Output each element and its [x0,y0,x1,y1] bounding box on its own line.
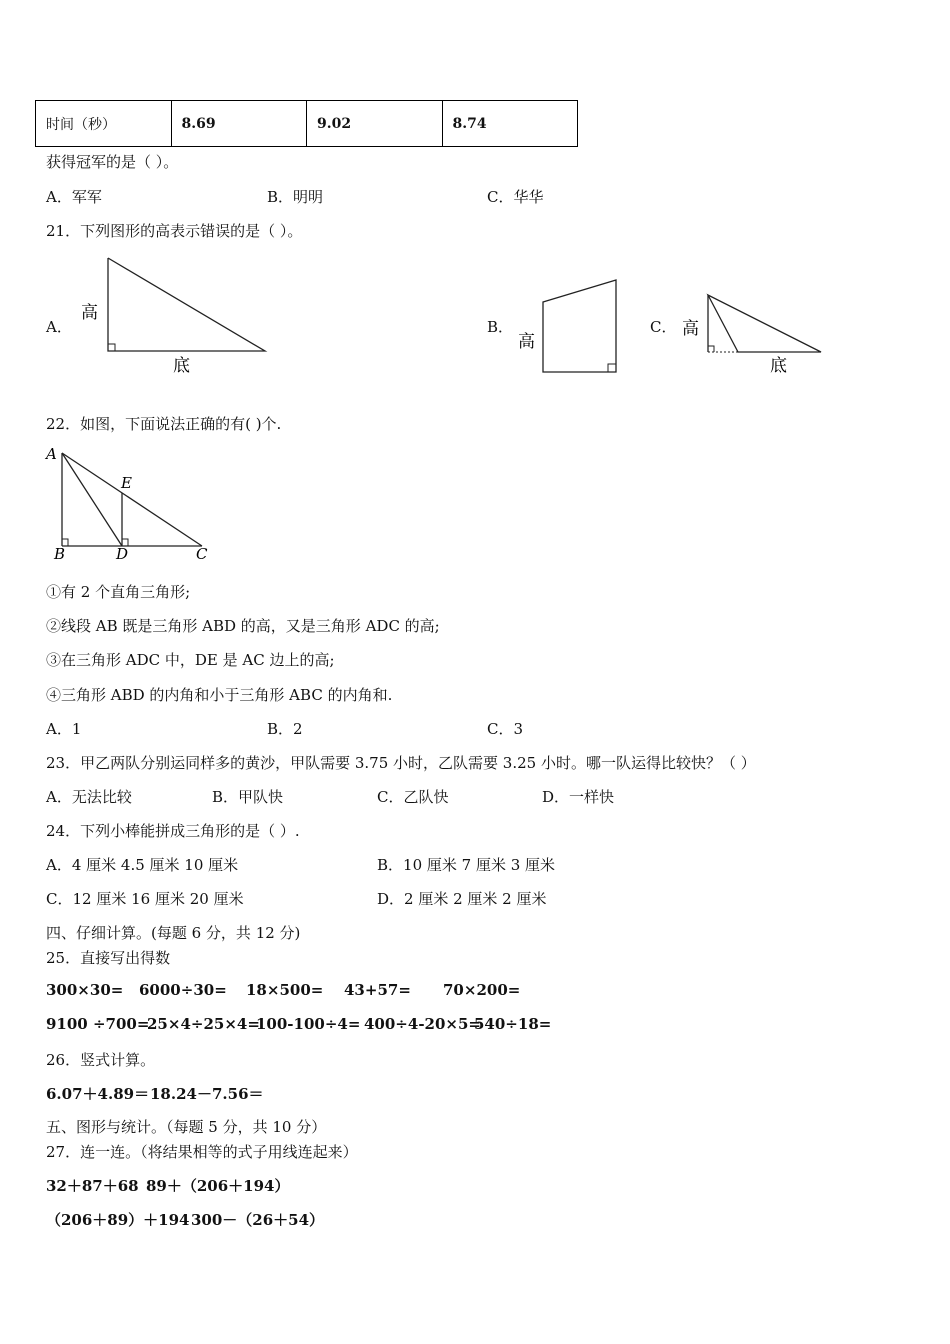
q22-statement-3: ③在三角形 ADC 中，DE 是 AC 边上的高; [46,651,335,669]
q20-option-b: B．明明 [267,188,324,206]
q27-expression: 89＋（206＋194） [146,1177,290,1195]
q24-question: 24．下列小棒能拼成三角形的是（ ）. [46,822,300,840]
q25-item: 25×4÷25×4= [147,1015,260,1033]
table-cell: 8.69 [171,101,307,147]
q21-label-a: A． [46,318,72,336]
q27-title: 27．连一连。（将结果相等的式子用线连起来） [46,1143,358,1161]
point-label-a: A [46,445,57,463]
figure-c-height-label: 高 [682,319,699,339]
figure-a-triangle [75,250,280,380]
figure-a-height-label: 高 [81,303,98,323]
q22-option-b: B．2 [267,720,303,738]
q25-item: 43+57= [344,981,411,999]
figure-b-quadrilateral [510,272,625,380]
figure-c-triangle [678,285,828,380]
q22-statement-1: ①有 2 个直角三角形; [46,583,191,601]
q23-question: 23．甲乙两队分别运同样多的黄沙，甲队需要 3.75 小时，乙队需要 3.25 小时。哪一队运得比较快？（ ） [46,754,756,772]
q25-item: 18×500= [246,981,324,999]
q26-item: 6.07＋4.89＝ [46,1085,150,1103]
q25-item: 70×200= [443,981,521,999]
table-header-cell: 时间（秒） [36,101,172,147]
q25-item: 6000÷30= [139,981,227,999]
q22-option-c: C．3 [487,720,524,738]
q21-question: 21．下列图形的高表示错误的是（ ）。 [46,222,303,240]
point-label-b: B [54,545,66,563]
q21-label-b: B． [487,318,514,336]
q27-expression: （206＋89）＋194 [46,1211,190,1229]
table-cell: 8.74 [442,101,578,147]
q20-question: 获得冠军的是（ ）。 [46,153,179,171]
time-table [35,100,578,147]
q24-option-a: A．4 厘米 4.5 厘米 10 厘米 [46,856,239,874]
q23-option-a: A．无法比较 [46,788,132,806]
q25-item: 540÷18= [474,1015,552,1033]
q22-statement-4: ④三角形 ABD 的内角和小于三角形 ABC 的内角和. [46,686,393,704]
q25-item: 300×30= [46,981,124,999]
figure-c-base-label: 底 [770,356,787,376]
point-label-e: E [121,474,132,492]
q24-option-d: D．2 厘米 2 厘米 2 厘米 [377,890,547,908]
table-cell: 9.02 [307,101,443,147]
q23-option-b: B．甲队快 [212,788,284,806]
q22-geometry-figure [40,440,220,565]
figure-a-base-label: 底 [173,356,190,376]
section-5-title: 五、图形与统计。（每题 5 分，共 10 分） [46,1118,327,1136]
q22-statement-2: ②线段 AB 既是三角形 ABD 的高，又是三角形 ADC 的高; [46,617,440,635]
q26-title: 26．竖式计算。 [46,1051,156,1069]
point-label-c: C [196,545,208,563]
q25-item: 9100 ÷700= [46,1015,150,1033]
q20-option-c: C．华华 [487,188,544,206]
q26-item: 18.24－7.56＝ [150,1085,264,1103]
q24-option-c: C．12 厘米 16 厘米 20 厘米 [46,890,244,908]
figure-b-height-label: 高 [518,332,535,352]
q20-option-a: A．军军 [46,188,102,206]
q23-option-d: D．一样快 [542,788,615,806]
q22-option-a: A．1 [46,720,82,738]
q27-expression: 32＋87＋68 [46,1177,139,1195]
table-row [36,101,578,147]
point-label-d: D [116,545,129,563]
section-4-title: 四、仔细计算。(每题 6 分，共 12 分) [46,924,301,942]
q25-title: 25．直接写出得数 [46,949,171,967]
q23-option-c: C．乙队快 [377,788,449,806]
q21-label-c: C． [650,318,677,336]
q25-item: 400÷4-20×5= [364,1015,481,1033]
q27-expression: 300－（26＋54） [191,1211,325,1229]
q22-question: 22．如图，下面说法正确的有( )个. [46,415,282,433]
q24-option-b: B．10 厘米 7 厘米 3 厘米 [377,856,556,874]
q25-item: 100-100÷4= [256,1015,361,1033]
